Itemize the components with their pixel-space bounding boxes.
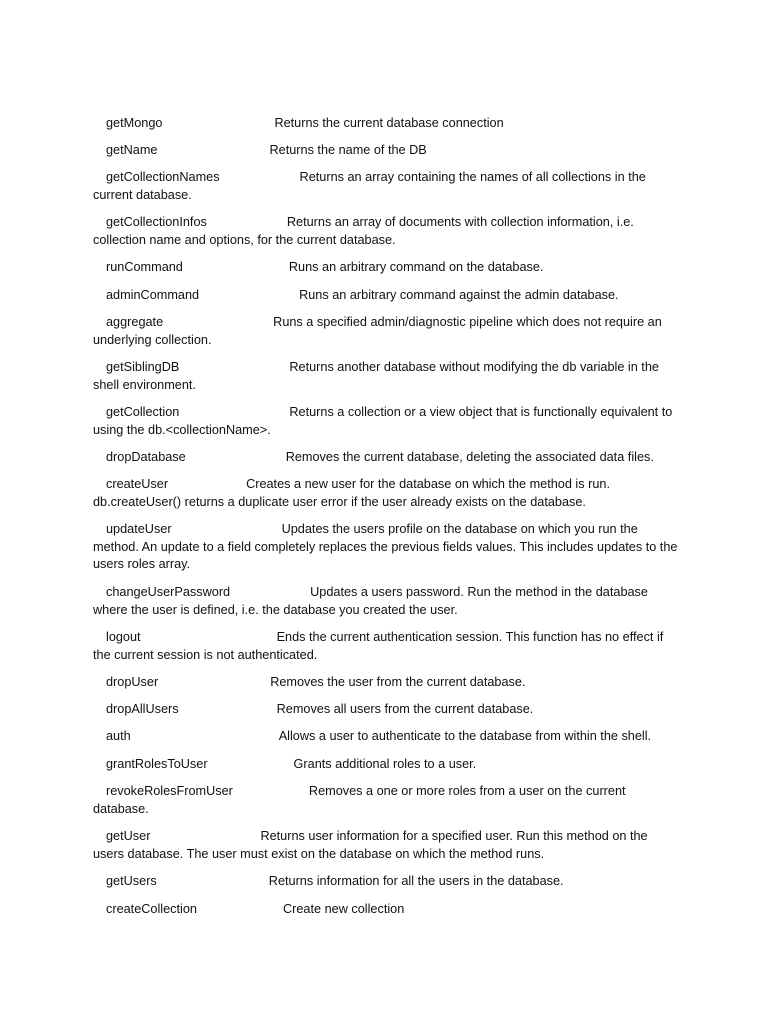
method-entry	[93, 873, 679, 891]
method-entry	[93, 359, 679, 394]
method-name: createUser	[106, 477, 169, 491]
method-description: Removes the user from the current database.	[270, 675, 526, 689]
method-name: getUsers	[106, 874, 157, 888]
method-name: updateUser	[106, 522, 172, 536]
method-entry	[93, 142, 679, 160]
method-name: getSiblingDB	[106, 360, 180, 374]
method-name: adminCommand	[106, 288, 200, 302]
method-description: Grants additional roles to a user.	[293, 757, 477, 771]
method-name: dropUser	[106, 675, 159, 689]
method-entry	[93, 169, 679, 204]
method-description: Returns the name of the DB	[269, 143, 427, 157]
method-description: Runs a specified admin/diagnostic pipeline which does not require an underlying collection.	[93, 315, 662, 347]
method-entry	[93, 476, 679, 511]
method-description: Removes a one or more roles from a user on the current database.	[93, 784, 626, 816]
method-name: revokeRolesFromUser	[106, 784, 233, 798]
method-name: aggregate	[106, 315, 164, 329]
method-description: Creates a new user for the database on which the method is run. db.createUser() returns a duplicate user error if the user already exists on the database.	[93, 477, 610, 509]
method-entry	[93, 701, 679, 719]
method-description: Create new collection	[282, 902, 405, 916]
method-description: Returns the current database connection	[274, 116, 504, 130]
method-entry	[93, 828, 679, 863]
method-entry	[93, 115, 679, 133]
method-name: grantRolesToUser	[106, 757, 208, 771]
method-entry	[93, 449, 679, 467]
method-description: Allows a user to authenticate to the database from within the shell.	[278, 729, 652, 743]
method-description: Returns information for all the users in the database.	[268, 874, 564, 888]
method-name: getMongo	[106, 116, 163, 130]
method-name: getUser	[106, 829, 151, 843]
method-name: getCollectionInfos	[106, 215, 207, 229]
method-description: Runs an arbitrary command on the database.	[288, 260, 544, 274]
method-entry	[93, 404, 679, 439]
method-name: dropDatabase	[106, 450, 186, 464]
method-description: Returns an array of documents with collection information, i.e. collection name and options, for the current database.	[93, 215, 634, 247]
method-name: getName	[106, 143, 158, 157]
method-description: Runs an arbitrary command against the admin database.	[299, 288, 619, 302]
method-name: createCollection	[106, 902, 197, 916]
method-description: Updates a users password. Run the method in the database where the user is defined, i.e. the database you created the user.	[93, 585, 648, 617]
method-name: auth	[106, 729, 131, 743]
method-name: getCollection	[106, 405, 180, 419]
method-entry	[93, 314, 679, 349]
method-description: Removes all users from the current database.	[276, 702, 534, 716]
method-description: Returns user information for a specified user. Run this method on the users database. The user must exist on the database on which the method runs.	[93, 829, 648, 861]
method-entry	[93, 674, 679, 692]
method-entry	[93, 901, 679, 919]
method-description: Returns an array containing the names of all collections in the current database.	[93, 170, 646, 202]
method-entry	[93, 629, 679, 664]
method-entry	[93, 783, 679, 818]
method-entry	[93, 214, 679, 249]
method-description: Updates the users profile on the database on which you run the method. An update to a field completely replaces the previous fields values. This includes updates to the users roles array.	[93, 522, 678, 571]
method-entry	[93, 756, 679, 774]
method-entry	[93, 584, 679, 619]
method-description: Returns another database without modifying the db variable in the shell environment.	[93, 360, 659, 392]
method-name: changeUserPassword	[106, 585, 231, 599]
method-entry	[93, 287, 679, 305]
method-description: Ends the current authentication session. This function has no effect if the current session is not authenticated.	[93, 630, 664, 662]
method-description: Removes the current database, deleting the associated data files.	[285, 450, 654, 464]
method-name: logout	[106, 630, 141, 644]
method-entry	[93, 728, 679, 746]
method-description: Returns a collection or a view object that is functionally equivalent to using the db.<collectionName>.	[93, 405, 673, 437]
method-entry	[93, 259, 679, 277]
method-name: runCommand	[106, 260, 183, 274]
method-name: getCollectionNames	[106, 170, 220, 184]
method-name: dropAllUsers	[106, 702, 179, 716]
method-entry	[93, 521, 679, 574]
